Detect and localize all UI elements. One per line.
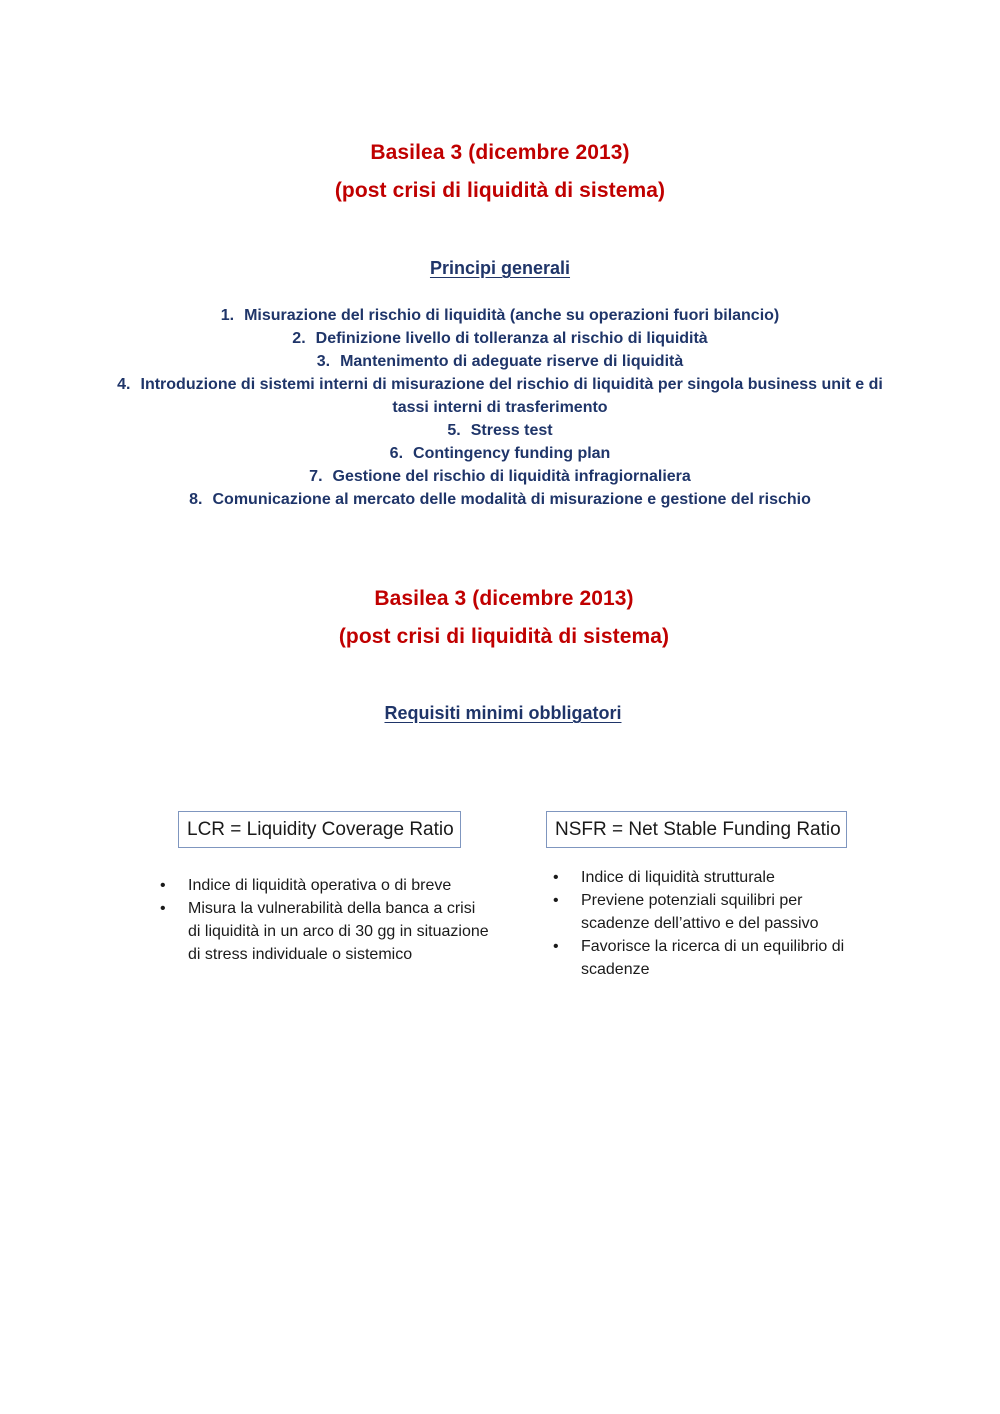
bullet-text: Misura la vulnerabilità della banca a crisi di liquidità in un arco di 30 gg in situazione di stress individuale o sistemico <box>188 900 489 963</box>
principles-list <box>117 304 883 511</box>
principle-number: 5. <box>447 422 461 439</box>
section1-title-line2: (post crisi di liquidità di sistema) <box>334 179 666 202</box>
principle-number: 3. <box>316 353 331 370</box>
principle-number: 2. <box>292 330 306 347</box>
bullet-glyph: • <box>160 877 166 894</box>
nsfr-bullet-list <box>553 866 853 981</box>
principle-number: 1. <box>220 307 235 324</box>
bullet-text: Indice di liquidità strutturale <box>581 869 775 886</box>
section2-title-line1: Basilea 3 (dicembre 2013) <box>374 587 634 610</box>
principle-item <box>120 442 880 465</box>
bullet-glyph: • <box>553 938 559 955</box>
lcr-bullet-item <box>160 874 490 897</box>
bullet-text: Favorisce la ricerca di un equilibrio di scadenze <box>581 938 845 978</box>
principle-item <box>120 304 880 327</box>
principle-item <box>120 465 880 488</box>
principle-item <box>120 488 880 511</box>
principle-text: Introduzione di sistemi interni di misurazione del rischio di liquidità per singola business unit e di tassi interni di trasferimento <box>140 376 883 416</box>
lcr-bullet-list <box>160 874 490 966</box>
principle-text: Gestione del rischio di liquidità infragiornaliera <box>332 468 691 485</box>
principle-item <box>120 419 880 442</box>
section1-heading: Principi generali <box>429 258 571 278</box>
principle-number: 7. <box>309 468 323 485</box>
principle-number: 8. <box>189 491 203 508</box>
bullet-glyph: • <box>160 900 166 917</box>
nsfr-bullet-item <box>553 935 853 981</box>
principle-text: Misurazione del rischio di liquidità (anche su operazioni fuori bilancio) <box>244 307 780 324</box>
bullet-text: Previene potenziali squilibri per scadenze dell’attivo e del passivo <box>581 892 819 932</box>
principle-text: Stress test <box>470 422 553 439</box>
principle-item <box>120 350 880 373</box>
lcr-bullet-item <box>160 897 490 966</box>
section1-title-line1: Basilea 3 (dicembre 2013) <box>370 141 630 164</box>
bullet-text: Indice di liquidità operativa o di breve <box>188 877 452 894</box>
principle-number: 4. <box>117 376 131 393</box>
bullet-glyph: • <box>553 869 559 886</box>
principle-text: Contingency funding plan <box>413 445 611 462</box>
section2-heading: Requisiti minimi obbligatori <box>384 703 622 723</box>
nsfr-bullet-item <box>553 889 853 935</box>
lcr-label-box: LCR = Liquidity Coverage Ratio <box>178 811 461 848</box>
principle-text: Mantenimento di adeguate riserve di liquidità <box>340 353 684 370</box>
nsfr-bullet-item <box>553 866 853 889</box>
principle-number: 6. <box>389 445 404 462</box>
principle-text: Comunicazione al mercato delle modalità di misurazione e gestione del rischio <box>212 491 811 508</box>
principle-text: Definizione livello di tolleranza al rischio di liquidità <box>315 330 708 347</box>
principle-item <box>105 373 895 419</box>
nsfr-label-box: NSFR = Net Stable Funding Ratio <box>546 811 847 848</box>
section2-title-line2: (post crisi di liquidità di sistema) <box>338 625 670 648</box>
bullet-glyph: • <box>553 892 559 909</box>
principle-item <box>120 327 880 350</box>
